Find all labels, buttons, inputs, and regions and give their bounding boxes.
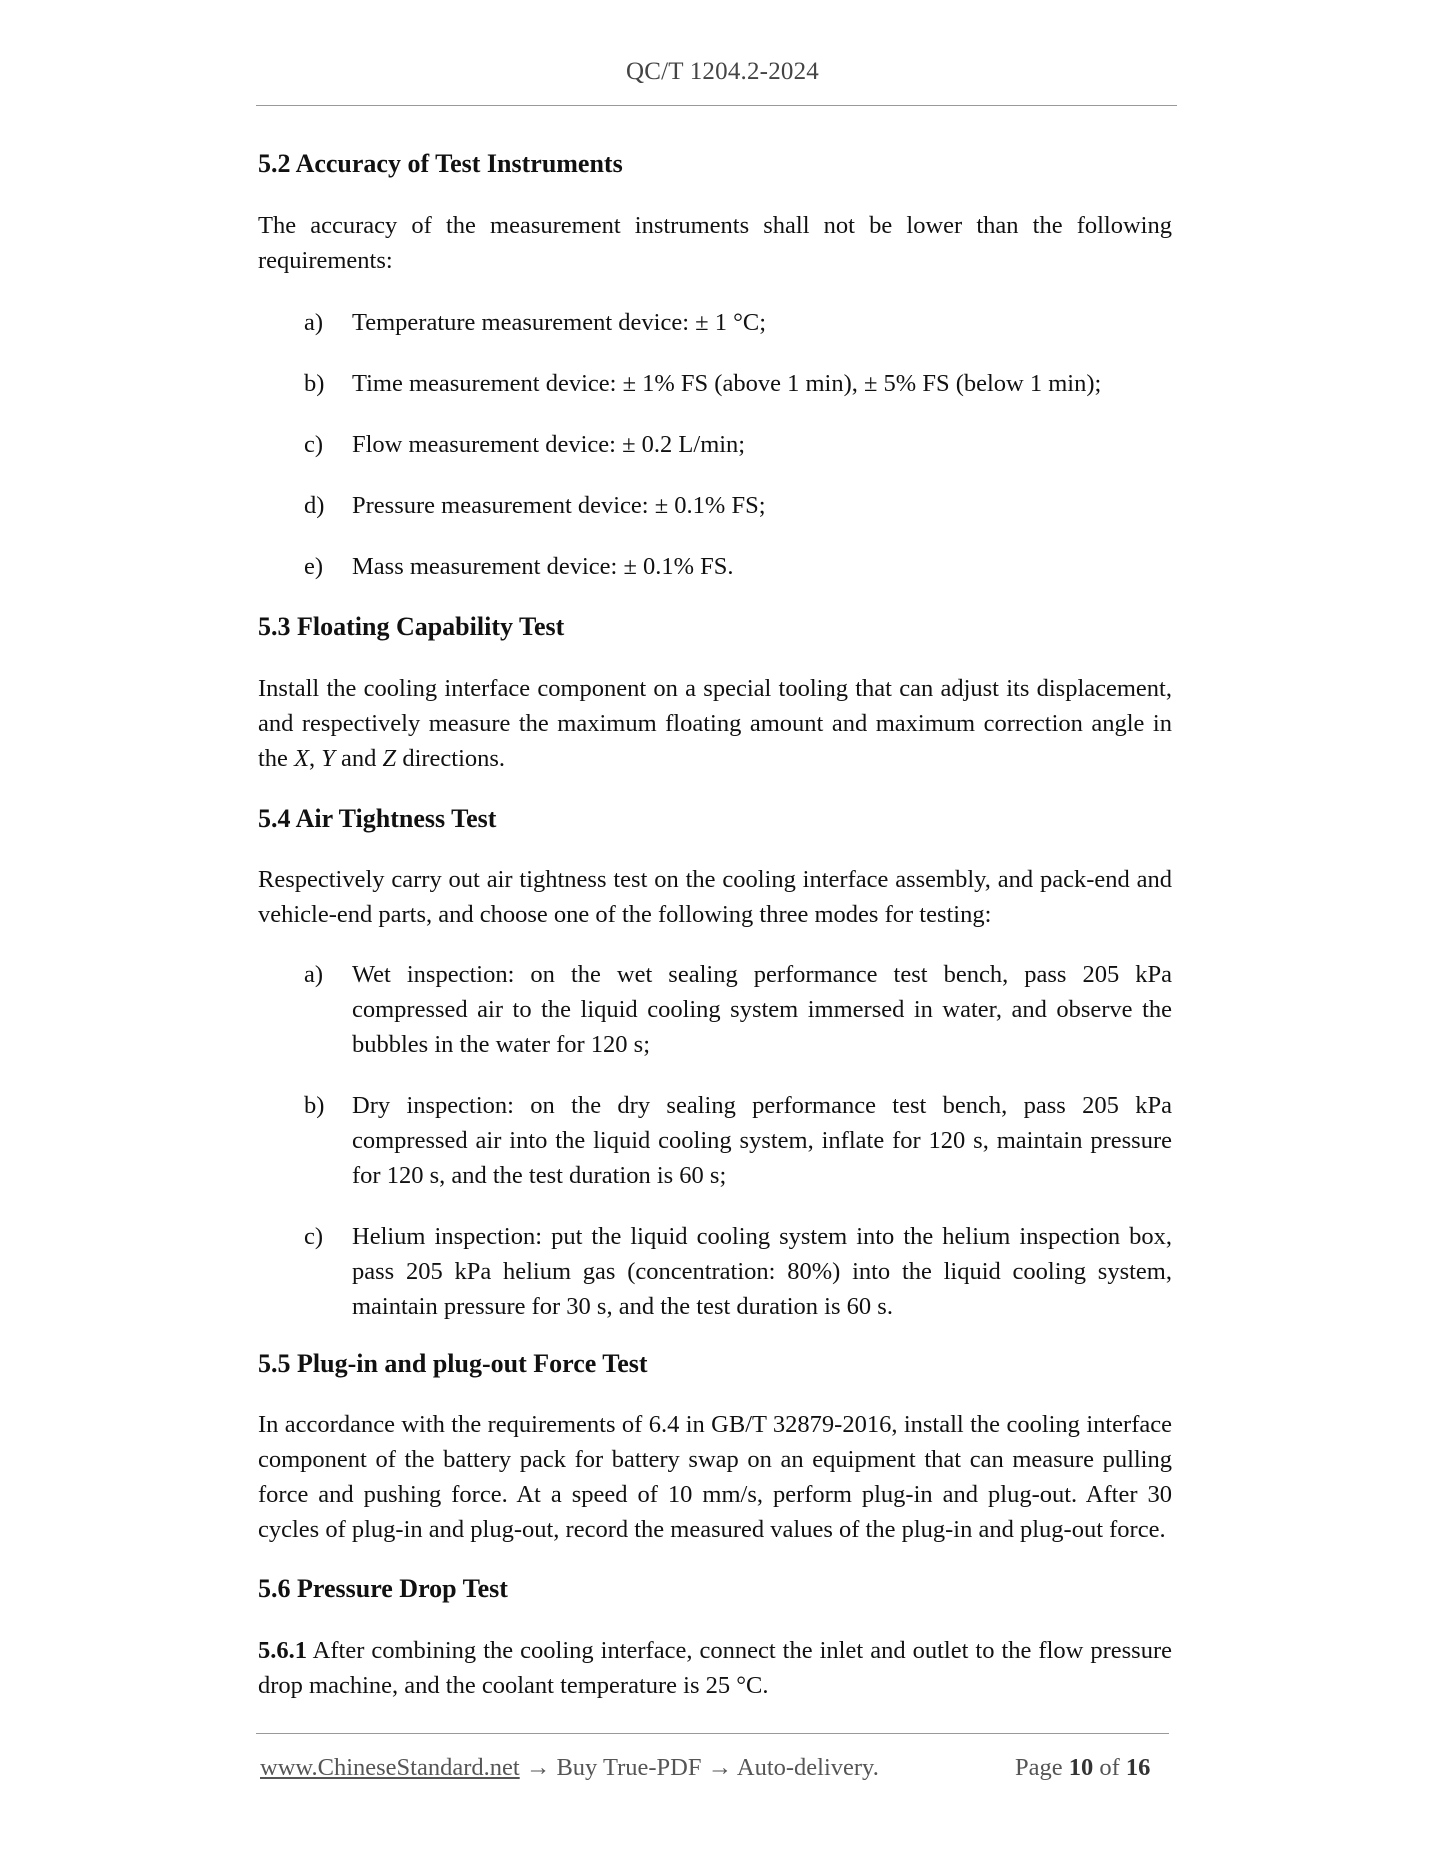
page-label: Page — [1015, 1754, 1069, 1781]
header-doc-id: QC/T 1204.2-2024 — [625, 58, 820, 85]
axis-y: Y — [321, 745, 335, 772]
list-item-label: b) — [304, 370, 325, 397]
separator: , — [309, 745, 322, 772]
arrow-icon: → — [519, 1754, 557, 1781]
section-5-4-intro: Respectively carry out air tightness test on the cooling interface assembly, and pack-end and vehicle-end parts, and choose one of the following three modes for testing: — [258, 866, 1172, 928]
list-item-text: Wet inspection: on the wet sealing performance test bench, pass 205 kPa compressed air to the liquid cooling system immersed in water, and observe the bubbles in the water for 120 s; — [352, 961, 1172, 1058]
axis-x: X — [294, 745, 310, 772]
section-5-5-paragraph: In accordance with the requirements of 6.4 in GB/T 32879-2016, install the cooling interface component of the battery pack for battery swap on an equipment that can measure pulling force and pushing force. At a speed of 10 mm/s, perform plug-in and plug-out. After 30 cycles of plug-in and plug-out, record the measured values of the plug-in and plug-out force. — [258, 1411, 1172, 1543]
section-5-2-intro: The accuracy of the measurement instruments shall not be lower than the following requirements: — [258, 212, 1172, 274]
list-item-text: Helium inspection: put the liquid cooling system into the helium inspection box, pass 205 kPa helium gas (concentration: 80%) into the liquid cooling system, maintain pressure for 30 s, and the test duration is 60 s. — [352, 1223, 1172, 1320]
list-item-text: Dry inspection: on the dry sealing performance test bench, pass 205 kPa compressed air into the liquid cooling system, inflate for 120 s, maintain pressure for 120 s, and the test duration is 60 s; — [352, 1092, 1172, 1189]
section-5-3-paragraph — [258, 671, 1172, 776]
section-5-4-heading: 5.4 Air Tightness Test — [258, 804, 497, 833]
section-5-5-heading: 5.5 Plug-in and plug-out Force Test — [258, 1349, 648, 1378]
buy-text: Buy True-PDF — [556, 1754, 702, 1781]
axis-z: Z — [382, 745, 397, 772]
footer-promo — [260, 1754, 879, 1782]
website-link[interactable]: www.ChineseStandard.net — [260, 1754, 520, 1781]
paragraph-text: directions. — [396, 745, 506, 772]
delivery-text: Auto-delivery. — [736, 1754, 879, 1781]
separator: and — [334, 745, 383, 772]
page-number: 10 — [1068, 1754, 1094, 1781]
section-5-6-heading: 5.6 Pressure Drop Test — [258, 1574, 508, 1603]
list-item-label: a) — [304, 961, 324, 988]
list-item-text: Mass measurement device: ± 0.1% FS. — [352, 553, 734, 580]
footer-rule — [256, 1733, 1169, 1734]
list-item-label: e) — [304, 553, 324, 580]
list-item-label: b) — [304, 1092, 325, 1119]
page-indicator — [1015, 1754, 1150, 1782]
of-label: of — [1093, 1754, 1126, 1781]
list-item-text: Pressure measurement device: ± 0.1% FS; — [352, 492, 766, 519]
arrow-icon: → — [701, 1754, 737, 1781]
section-5-6-1-paragraph — [258, 1633, 1172, 1703]
paragraph-text: Install the cooling interface component on a special tooling that can adjust its displacement, and respectively measure the maximum floating amount and maximum correction angle in the — [258, 675, 1172, 772]
paragraph-text: After combining the cooling interface, connect the inlet and outlet to the flow pressure drop machine, and the coolant temperature is 25 °C. — [258, 1637, 1172, 1699]
header-rule — [256, 105, 1177, 106]
list-item-text: Temperature measurement device: ± 1 °C; — [352, 309, 767, 336]
clause-number: 5.6.1 — [258, 1637, 307, 1664]
page-total: 16 — [1125, 1754, 1151, 1781]
section-5-2-heading: 5.2 Accuracy of Test Instruments — [258, 149, 623, 178]
list-item-text: Time measurement device: ± 1% FS (above 1 min), ± 5% FS (below 1 min); — [352, 370, 1102, 397]
list-item-label: d) — [304, 492, 325, 519]
list-item-label: c) — [304, 1223, 324, 1250]
section-5-3-heading: 5.3 Floating Capability Test — [258, 612, 565, 641]
list-item-label: c) — [304, 431, 324, 458]
list-item-text: Flow measurement device: ± 0.2 L/min; — [352, 431, 746, 458]
list-item-label: a) — [304, 309, 324, 336]
